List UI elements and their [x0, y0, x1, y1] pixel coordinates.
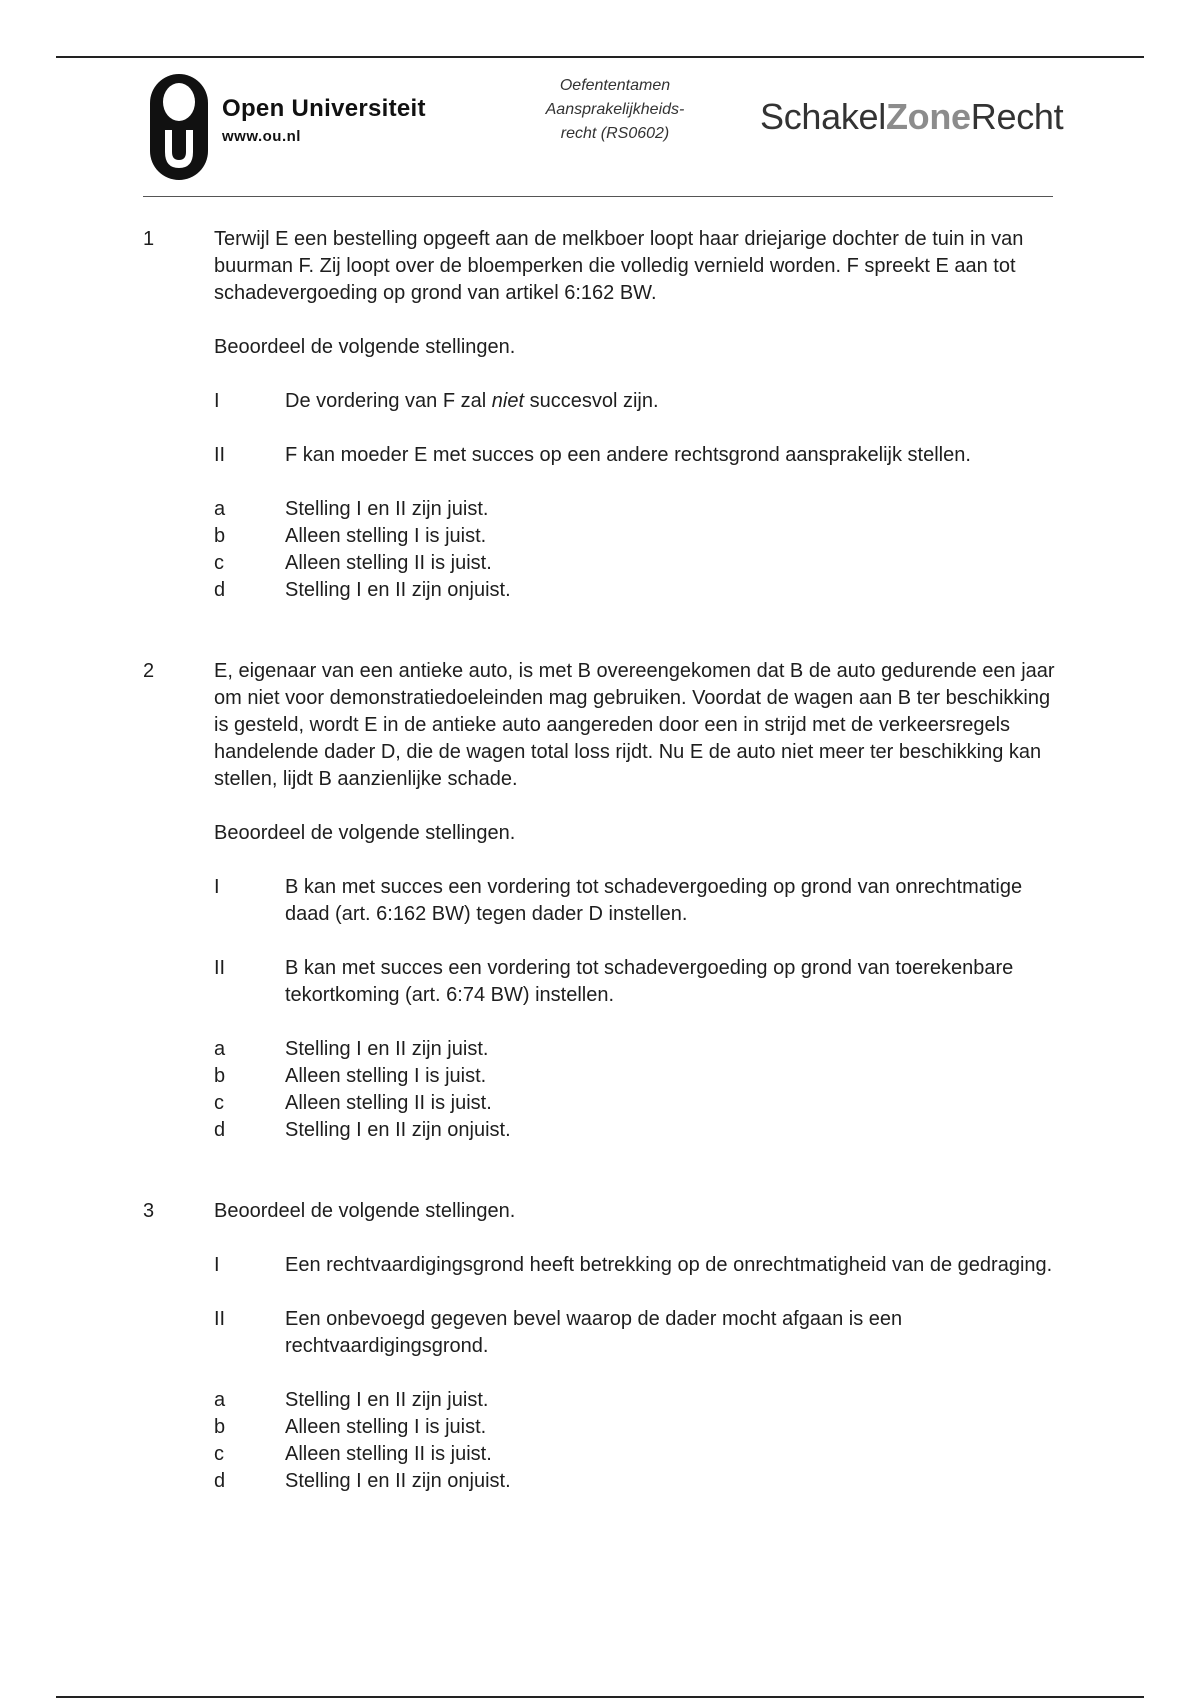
question-number: 3	[143, 1200, 155, 1222]
option-text: Stelling I en II zijn juist.	[285, 1038, 489, 1060]
statement-text: B kan met succes een vordering tot schadevergoeding op grond van toerekenbare tekortkoming (art. 6:74 BW) instellen.	[285, 957, 1014, 1006]
option-text: Stelling I en II zijn onjuist.	[285, 1470, 511, 1492]
statement	[214, 874, 1063, 928]
option-text: Alleen stelling I is juist.	[285, 1065, 487, 1087]
statement-label: II	[214, 1308, 226, 1330]
option-label: d	[214, 579, 226, 601]
option-text: Alleen stelling I is juist.	[285, 525, 487, 547]
option-label: b	[214, 1065, 226, 1087]
answer-option[interactable]	[214, 1036, 1063, 1063]
statement	[214, 1306, 1063, 1360]
statement-text: Een onbevoegd gegeven bevel waarop de dader mocht afgaan is een rechtvaardigingsgrond.	[285, 1308, 903, 1357]
statement	[214, 1252, 1063, 1279]
statement-label: I	[214, 876, 220, 898]
statement	[214, 442, 1063, 469]
option-text: Alleen stelling II is juist.	[285, 1092, 492, 1114]
option-label: c	[214, 552, 224, 574]
logo-name: Open Universiteit	[222, 95, 426, 122]
statement-text-part: succesvol zijn.	[524, 390, 659, 412]
option-label: d	[214, 1119, 226, 1141]
option-label: a	[214, 1389, 226, 1411]
question-prompt: Beoordeel de volgende stellingen.	[214, 336, 516, 358]
exam-title	[520, 74, 710, 146]
option-label: d	[214, 1470, 226, 1492]
question-spacer	[143, 604, 1063, 658]
exam-title-line: recht (RS0602)	[560, 125, 670, 142]
option-text: Stelling I en II zijn juist.	[285, 498, 489, 520]
logo-url: www.ou.nl	[222, 128, 301, 145]
statement-label: I	[214, 1254, 220, 1276]
statement-text: Een rechtvaardigingsgrond heeft betrekking op de onrechtmatigheid van de gedraging.	[285, 1254, 1053, 1276]
statement-text: F kan moeder E met succes op een andere rechtsgrond aansprakelijk stellen.	[285, 444, 971, 466]
question-2	[143, 658, 1063, 1144]
brand-part: Recht	[970, 96, 1064, 137]
brand-part: Schakel	[760, 96, 886, 137]
answer-options	[214, 496, 1063, 604]
answer-option[interactable]	[214, 523, 1063, 550]
option-text: Stelling I en II zijn juist.	[285, 1389, 489, 1411]
schakelzonerecht-logo	[760, 96, 1063, 138]
statement-emphasis: niet	[491, 390, 525, 412]
statement-text-part: De vordering van F zal	[285, 390, 492, 412]
option-label: a	[214, 498, 226, 520]
question-number: 1	[143, 228, 155, 250]
statement-label: I	[214, 390, 220, 412]
open-universiteit-logo-icon	[148, 72, 210, 182]
option-label: a	[214, 1038, 226, 1060]
statement	[214, 955, 1063, 1009]
answer-option[interactable]	[214, 577, 1063, 604]
statement	[214, 388, 1063, 415]
option-label: b	[214, 1416, 226, 1438]
question-text: Terwijl E een bestelling opgeeft aan de melkboer loopt haar driejarige dochter de tuin in van buurman F. Zij loopt over de bloemperken die volledig vernield worden. F spreekt E aan tot schadevergoeding op grond van artikel 6:162 BW.	[214, 228, 1024, 304]
answer-option[interactable]	[214, 496, 1063, 523]
answer-option[interactable]	[214, 550, 1063, 577]
option-text: Stelling I en II zijn onjuist.	[285, 1119, 511, 1141]
statement-text	[285, 390, 659, 412]
exam-title-line: Aansprakelijkheids-	[545, 101, 685, 118]
answer-option[interactable]	[214, 1441, 1063, 1468]
question-spacer	[143, 1144, 1063, 1198]
question-prompt: Beoordeel de volgende stellingen.	[214, 1200, 516, 1222]
answer-option[interactable]	[214, 1468, 1063, 1495]
option-text: Alleen stelling I is juist.	[285, 1416, 487, 1438]
statement-label: II	[214, 444, 226, 466]
answer-option[interactable]	[214, 1387, 1063, 1414]
answer-option[interactable]	[214, 1414, 1063, 1441]
exam-title-line: Oefententamen	[559, 77, 671, 94]
option-label: b	[214, 525, 226, 547]
statement-label: II	[214, 957, 226, 979]
bottom-rule	[56, 1696, 1144, 1698]
answer-options	[214, 1387, 1063, 1495]
option-label: c	[214, 1092, 224, 1114]
top-rule	[56, 56, 1144, 58]
option-text: Alleen stelling II is juist.	[285, 1443, 492, 1465]
answer-option[interactable]	[214, 1117, 1063, 1144]
header-rule	[143, 196, 1053, 197]
answer-option[interactable]	[214, 1090, 1063, 1117]
question-prompt: Beoordeel de volgende stellingen.	[214, 822, 516, 844]
answer-options	[214, 1036, 1063, 1144]
question-text: E, eigenaar van een antieke auto, is met B overeengekomen dat B de auto gedurende een jaar om niet voor demonstratiedoeleinden mag gebruiken. Voordat de wagen aan B ter beschikking is gesteld, wordt E in de antieke auto aangereden door een in strijd met de verkeersregels handelende dader D, die de wagen total loss rijdt. Nu E de auto niet meer ter beschikking kan stellen, lijdt B aanzienlijke schade.	[214, 660, 1055, 790]
question-3	[143, 1198, 1063, 1495]
option-label: c	[214, 1443, 224, 1465]
answer-option[interactable]	[214, 1063, 1063, 1090]
question-number: 2	[143, 660, 155, 682]
brand-part: Zone	[885, 96, 971, 137]
statement-text: B kan met succes een vordering tot schadevergoeding op grond van onrechtmatige daad (art. 6:162 BW) tegen dader D instellen.	[285, 876, 1023, 925]
option-text: Alleen stelling II is juist.	[285, 552, 492, 574]
question-1	[143, 226, 1063, 604]
questions	[143, 226, 1063, 1495]
option-text: Stelling I en II zijn onjuist.	[285, 579, 511, 601]
